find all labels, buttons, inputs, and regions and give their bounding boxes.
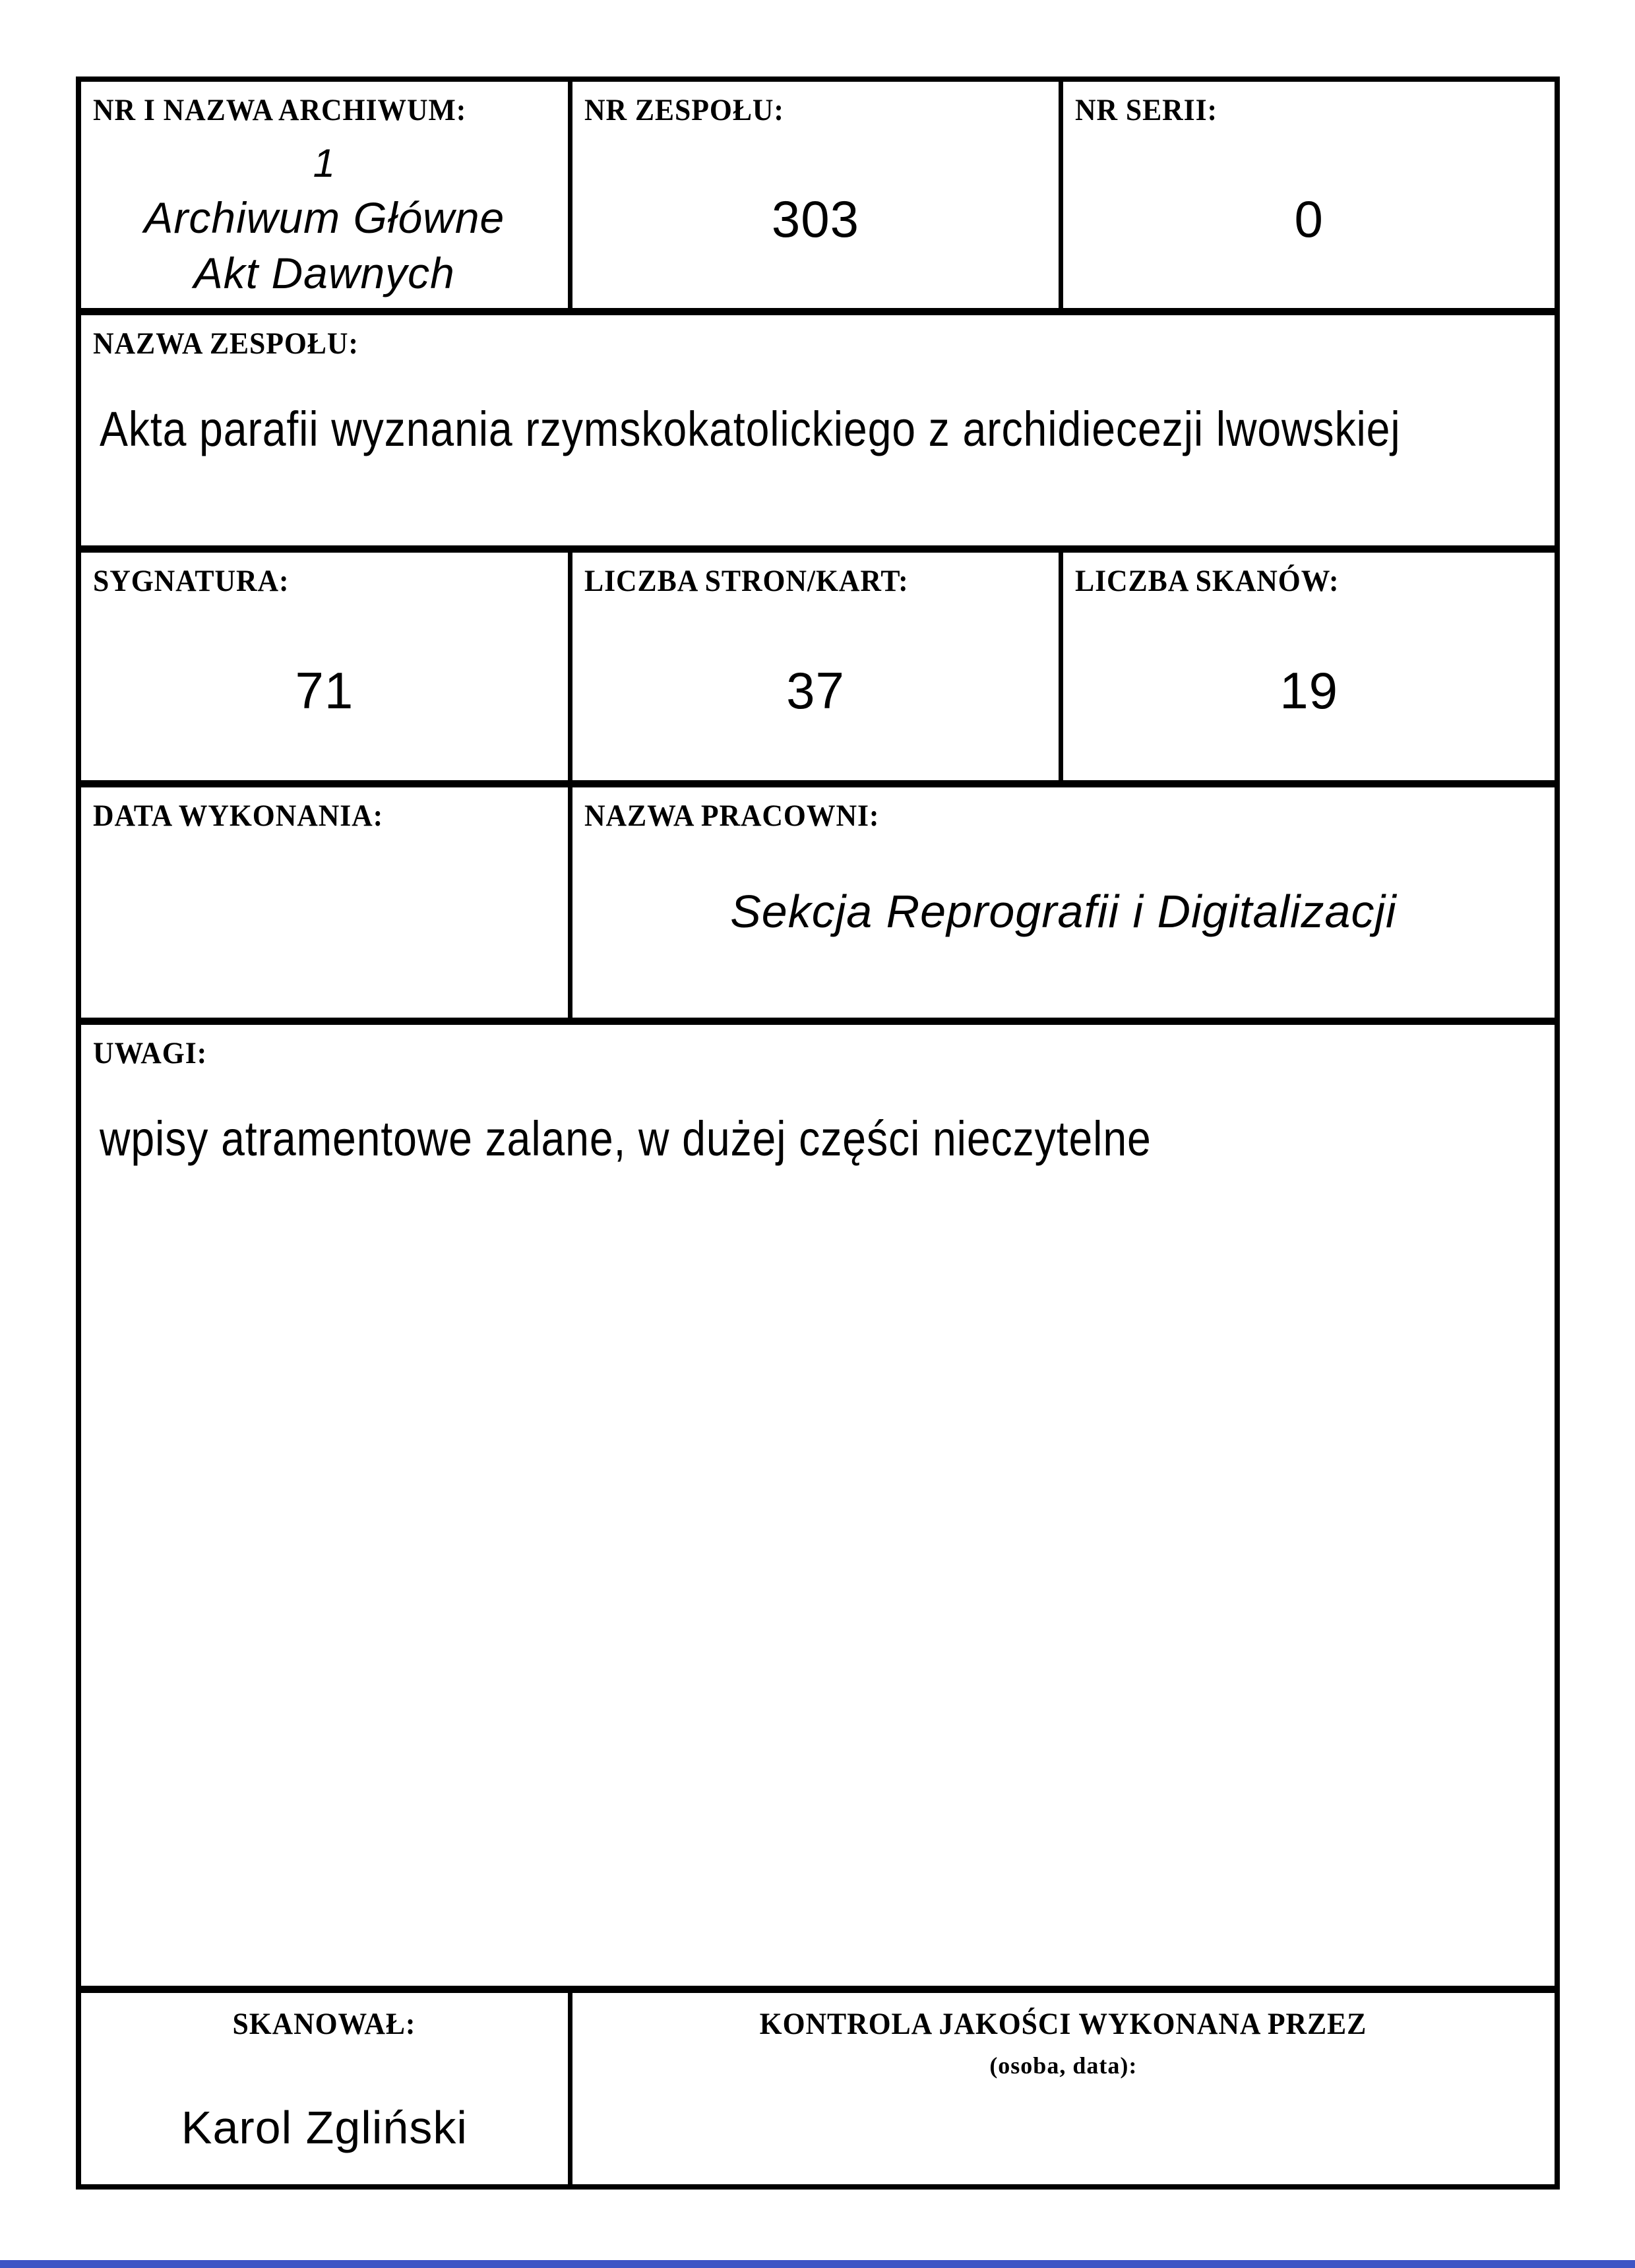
fonds-name-value: Akta parafii wyznania rzymskokatolickiego z archidiecezji lwowskiej [100, 402, 1401, 456]
scans-count-value: 19 [1280, 661, 1339, 720]
bottom-blue-line [0, 2260, 1635, 2268]
workshop-value: Sekcja Reprografii i Digitalizacji [730, 885, 1397, 937]
cell-remarks [81, 1025, 1555, 1993]
cell-scanned-by [81, 1993, 572, 2184]
archive-label: NR I NAZWA ARCHIWUM: [93, 93, 467, 127]
cell-fonds-name [81, 315, 1555, 553]
cell-archive [81, 82, 572, 315]
pages-count-value: 37 [786, 661, 845, 720]
remarks-label: UWAGI: [93, 1036, 208, 1070]
cell-series-number [1063, 82, 1555, 315]
signature-value: 71 [295, 661, 354, 720]
archive-name-line2: Akt Dawnych [193, 248, 455, 297]
remarks-value: wpisy atramentowe zalane, w dużej części nieczytelne [100, 1111, 1152, 1166]
series-number-value: 0 [1294, 189, 1324, 248]
cell-fonds-number [572, 82, 1064, 315]
workshop-label: NAZWA PRACOWNI: [584, 799, 880, 833]
cell-quality-control [572, 1993, 1555, 2184]
archive-name-line1: Archiwum Główne [144, 193, 505, 242]
metadata-table [76, 77, 1560, 2190]
scanned-by-label: SKANOWAŁ: [232, 2007, 416, 2041]
archive-number: 1 [313, 140, 336, 185]
fonds-name-label: NAZWA ZESPOŁU: [93, 326, 359, 361]
cell-pages-count [572, 553, 1064, 787]
pages-count-label: LICZBA STRON/KART: [584, 564, 909, 598]
cell-execution-date [81, 787, 572, 1025]
cell-signature [81, 553, 572, 787]
series-number-label: NR SERII: [1075, 93, 1218, 127]
archive-value [81, 129, 568, 308]
scanned-by-value: Karol Zgliński [181, 2102, 468, 2153]
fonds-number-value: 303 [771, 189, 860, 248]
scans-count-label: LICZBA SKANÓW: [1075, 564, 1340, 598]
cell-scans-count [1063, 553, 1555, 787]
cell-workshop [572, 787, 1555, 1025]
signature-label: SYGNATURA: [93, 564, 290, 598]
quality-control-sublabel: (osoba, data): [989, 2052, 1138, 2079]
fonds-number-label: NR ZESPOŁU: [584, 93, 784, 127]
execution-date-label: DATA WYKONANIA: [93, 799, 384, 833]
quality-control-label: KONTROLA JAKOŚCI WYKONANA PRZEZ [760, 2007, 1367, 2041]
